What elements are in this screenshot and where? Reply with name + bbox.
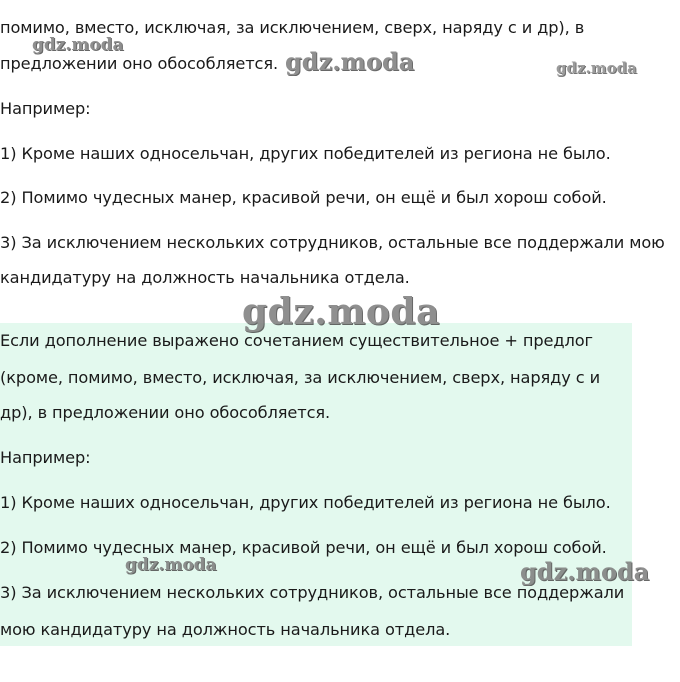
watermark-logo: gdz.moda [242, 291, 440, 333]
example-item-2: 2) Помимо чудесных манер, красивой речи, он ещё и был хорош собой. [0, 538, 607, 557]
watermark-logo: gdz.moda [556, 59, 637, 77]
example-item-3-cont: кандидатуру на должность начальника отдела. [0, 268, 410, 287]
rule-text: Если дополнение выражено сочетанием существительное + предлог [0, 331, 593, 350]
watermark-logo: gdz.moda [285, 47, 415, 76]
watermark-logo: gdz.moda [520, 557, 650, 586]
watermark-logo: gdz.moda [32, 35, 124, 55]
example-item-3: 3) За исключением нескольких сотрудников, остальные все поддержали мою [0, 233, 665, 252]
text-line: помимо, вместо, исключая, за исключением, сверх, наряду с и др), в [0, 18, 585, 37]
example-item-2: 2) Помимо чудесных манер, красивой речи, он ещё и был хорош собой. [0, 188, 607, 207]
example-item-1: 1) Кроме наших односельчан, других победителей из региона не было. [0, 144, 611, 163]
text-label-example: Например: [0, 448, 91, 467]
rule-text: (кроме, помимо, вместо, исключая, за исключением, сверх, наряду с и [0, 368, 601, 387]
example-item-3-cont: мою кандидатуру на должность начальника отдела. [0, 620, 451, 639]
text-label-example: Например: [0, 99, 91, 118]
rule-text: др), в предложении оно обособляется. [0, 403, 331, 422]
watermark-logo: gdz.moda [125, 555, 217, 575]
example-item-1: 1) Кроме наших односельчан, других победителей из региона не было. [0, 493, 611, 512]
example-item-3: 3) За исключением нескольких сотрудников, остальные все поддержали [0, 583, 625, 602]
text-line: предложении оно обособляется. [0, 54, 279, 73]
